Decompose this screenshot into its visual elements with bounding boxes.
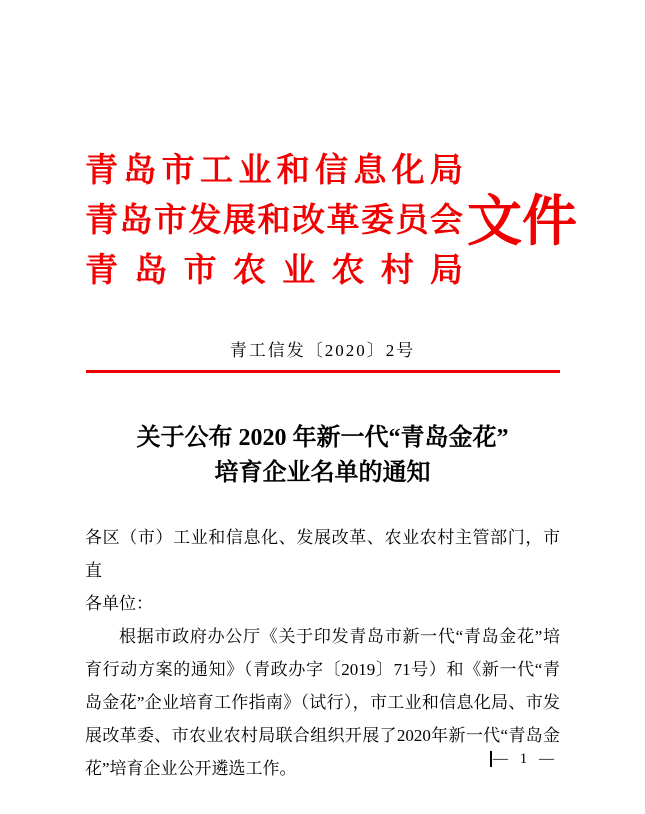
body-line: 各区（市）工业和信息化、发展改革、农业农村主管部门，市直 — [85, 528, 560, 580]
document-title — [0, 421, 645, 491]
document-type-label: 文件 — [467, 190, 578, 252]
document-number: 青工信发〔2020〕2号 — [229, 341, 416, 360]
body-line: 岛金花”企业培育工作指南》（试行），市工业和信息化局、市发 — [85, 693, 560, 712]
document-title-line-2: 培育企业名单的通知 — [214, 460, 431, 486]
body-line: 花”培育企业公开遴选工作。 — [85, 759, 297, 778]
body-line: 根据市政府办公厅《关于印发青岛市新一代“青岛金花”培 — [119, 627, 560, 646]
body-line: 展改革委、市农业农村局联合组织开展了2020年新一代“青岛金 — [85, 726, 560, 745]
agency-name-3: 青岛市农业农村局 — [85, 253, 463, 289]
body-line: 各单位： — [85, 594, 153, 613]
document-title-line-1: 关于公布 2020 年新一代“青岛金花” — [136, 425, 509, 451]
body-line: 育行动方案的通知》（青政办字〔2019〕71号）和《新一代“青 — [85, 660, 560, 679]
document-body — [85, 521, 560, 785]
red-divider-line — [86, 370, 560, 373]
agency-name-2: 青岛市发展和改革委员会 — [85, 203, 463, 239]
letterhead — [85, 146, 577, 296]
agency-names — [85, 146, 463, 296]
page-number: — 1 — — [490, 751, 558, 767]
page-footer — [490, 750, 558, 768]
agency-name-1: 青岛市工业和信息化局 — [85, 153, 463, 189]
